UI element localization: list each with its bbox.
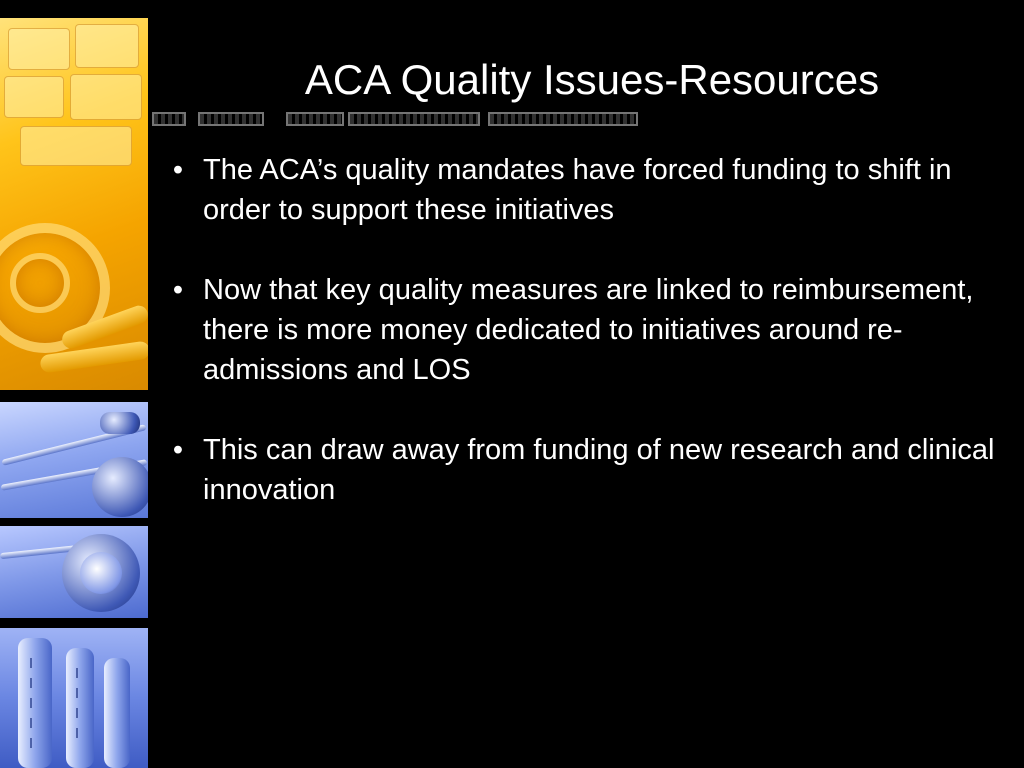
stethoscope-image <box>0 526 148 618</box>
bullet-icon: • <box>172 434 184 466</box>
bullet-item <box>168 430 998 510</box>
bullet-text: This can draw away from funding of new research and clinical innovation <box>203 434 995 506</box>
medical-instrument-image <box>0 402 148 518</box>
stethoscope-keyboard-image <box>0 18 148 390</box>
slide-title: ACA Quality Issues-Resources <box>304 56 880 103</box>
bullet-text: The ACA’s quality mandates have forced funding to shift in order to support these initiatives <box>203 154 952 226</box>
bullet-item <box>168 270 998 390</box>
bullet-icon: • <box>172 274 184 306</box>
bullet-item <box>168 150 998 230</box>
syringe-image <box>0 628 148 768</box>
bullet-text: Now that key quality measures are linked to reimbursement, there is more money dedicated to initiatives around re-admissions and LOS <box>203 274 974 386</box>
left-image-strip <box>0 0 150 768</box>
bullet-list <box>168 150 998 550</box>
title-decorative-band <box>152 112 652 126</box>
bullet-icon: • <box>172 154 184 186</box>
